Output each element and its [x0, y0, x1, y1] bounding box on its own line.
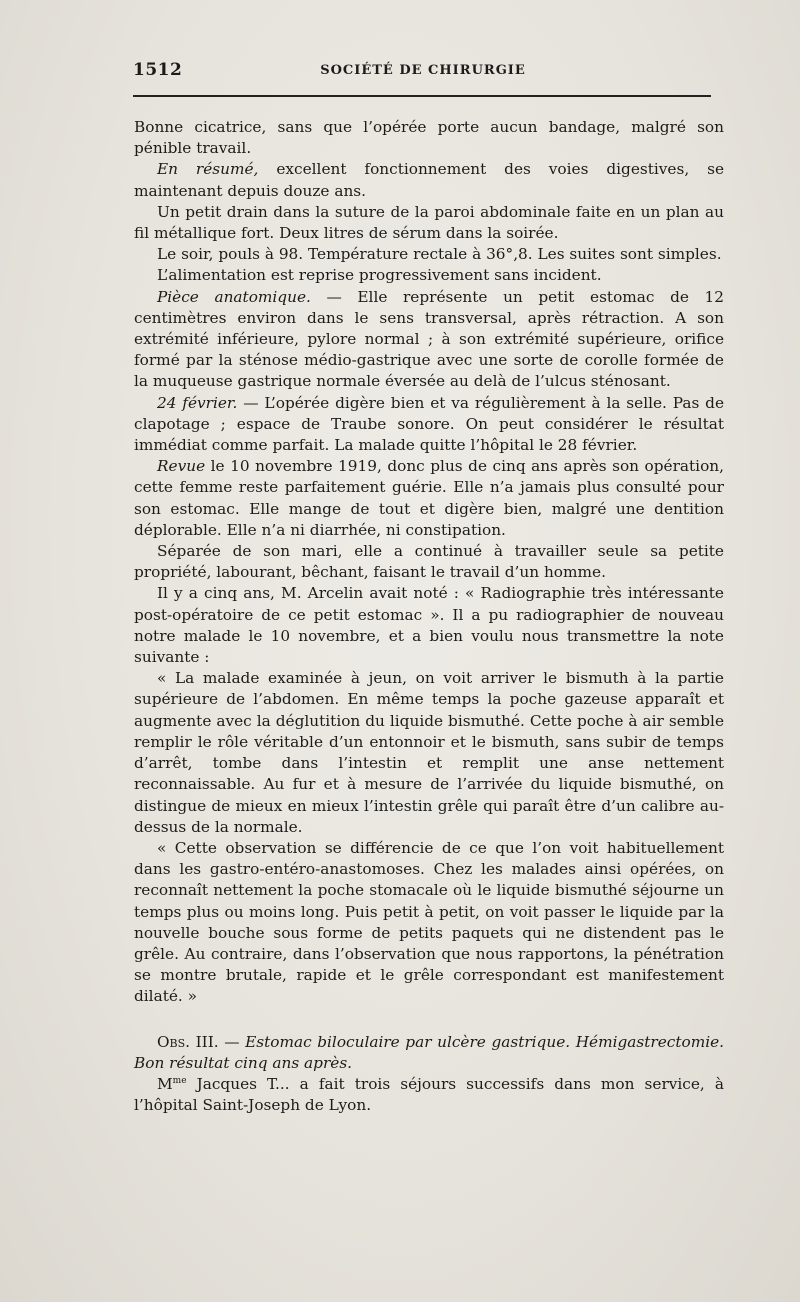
paragraph: Un petit drain dans la suture de la paroi abdominale faite en un plan au fil métallique fort. Deux litres de sérum dans la soirée. — [134, 202, 724, 243]
page-header — [133, 60, 713, 82]
section-gap — [134, 1008, 724, 1032]
paragraph: Le soir, pouls à 98. Température rectale à 36°,8. Les suites sont simples. — [157, 245, 722, 264]
paragraph: « Cette observation se différencie de ce que l’on voit habituellement dans les gastro-entéro-anastomoses. Chez les malades ainsi opérées, on reconnaît nettement la poche stomacale où le liquide bismuthé séjourne un temps plus ou moins long. Puis petit à petit, on voit passer le liquide par la nouvelle bouche sous forme de petits paquets qui ne distendent pas le grêle. Au contraire, dans l’observation que nous rapportons, la pénétration se montre brutale, rapide et le grêle correspondant est manifestement dilaté. » — [134, 838, 724, 1006]
paragraph: Séparée de son mari, elle a continué à travailler seule sa petite propriété, labourant, bêchant, faisant le travail d’un homme. — [134, 542, 724, 582]
body-text — [134, 117, 724, 1116]
header-rule — [133, 95, 711, 97]
paragraph: Pièce anatomique. — Elle représente un petit estomac de 12 centimètres environ dans le sens transversal, après rétraction. A son extrémité inférieure, pylore normal ; à son extrémité supérieure, orifice formé par la sténose médio-gastrique avec une sorte de corolle formée de la muqueuse gastrique normale éversée au delà de l’ulcus sténosant. — [134, 287, 724, 391]
paragraph: $M^{me}$ Jacques T... a fait trois séjours successifs dans mon service, à l’hôpital Saint-Joseph de Lyon. — [134, 1074, 724, 1115]
paragraph: 24 février. — L’opérée digère bien et va régulièrement à la selle. Pas de clapotage ; espace de Traube sonore. On peut considérer le résultat immédiat comme parfait. La malade quitte l’hôpital le 28 février. — [134, 393, 724, 455]
observation-heading: Obs. III. — Estomac biloculaire par ulcère gastrique. Hémigastrectomie. Bon résultat cinq ans après. — [134, 1032, 725, 1072]
paragraph: Bonne cicatrice, sans que l’opérée porte aucun bandage, malgré son pénible travail. — [134, 118, 724, 158]
running-title: SOCIÉTÉ DE CHIRURGIE — [320, 63, 526, 78]
paragraph: En résumé, excellent fonctionnement des voies digestives, se maintenant depuis douze ans. — [134, 160, 725, 200]
paragraph: Revue le 10 novembre 1919, donc plus de cinq ans après son opération, cette femme reste parfaitement guérie. Elle n’a jamais plus consulté pour son estomac. Elle mange de tout et digère bien, malgré une dentition déplorable. Elle n’a ni diarrhée, ni constipation. — [134, 457, 724, 539]
paragraph: « La malade examinée à jeun, on voit arriver le bismuth à la partie supérieure de l’abdomen. En même temps la poche gazeuse apparaît et augmente avec la déglutition du liquide bismuthé. Cette poche à air semble remplir le rôle véritable d’un entonnoir et le bismuth, sans subir de temps d’arrêt, tombe dans l’intestin et remplit une anse nettement reconnaissable. Au fur et à mesure de l’arrivée du liquide bismuthé, on distingue de mieux en mieux l’intestin grêle qui paraît être d’un calibre au-dessus de la normale. — [134, 669, 724, 836]
paragraph: L’alimentation est reprise progressivement sans incident. — [157, 266, 602, 285]
page-number: 1512 — [133, 60, 183, 80]
paragraph: Il y a cinq ans, M. Arcelin avait noté : « Radiographie très intéressante post-opératoire de ce petit estomac ». Il a pu radiographier de nouveau notre malade le 10 novembre, et a bien voulu nous transmettre la note suivante : — [134, 584, 724, 667]
